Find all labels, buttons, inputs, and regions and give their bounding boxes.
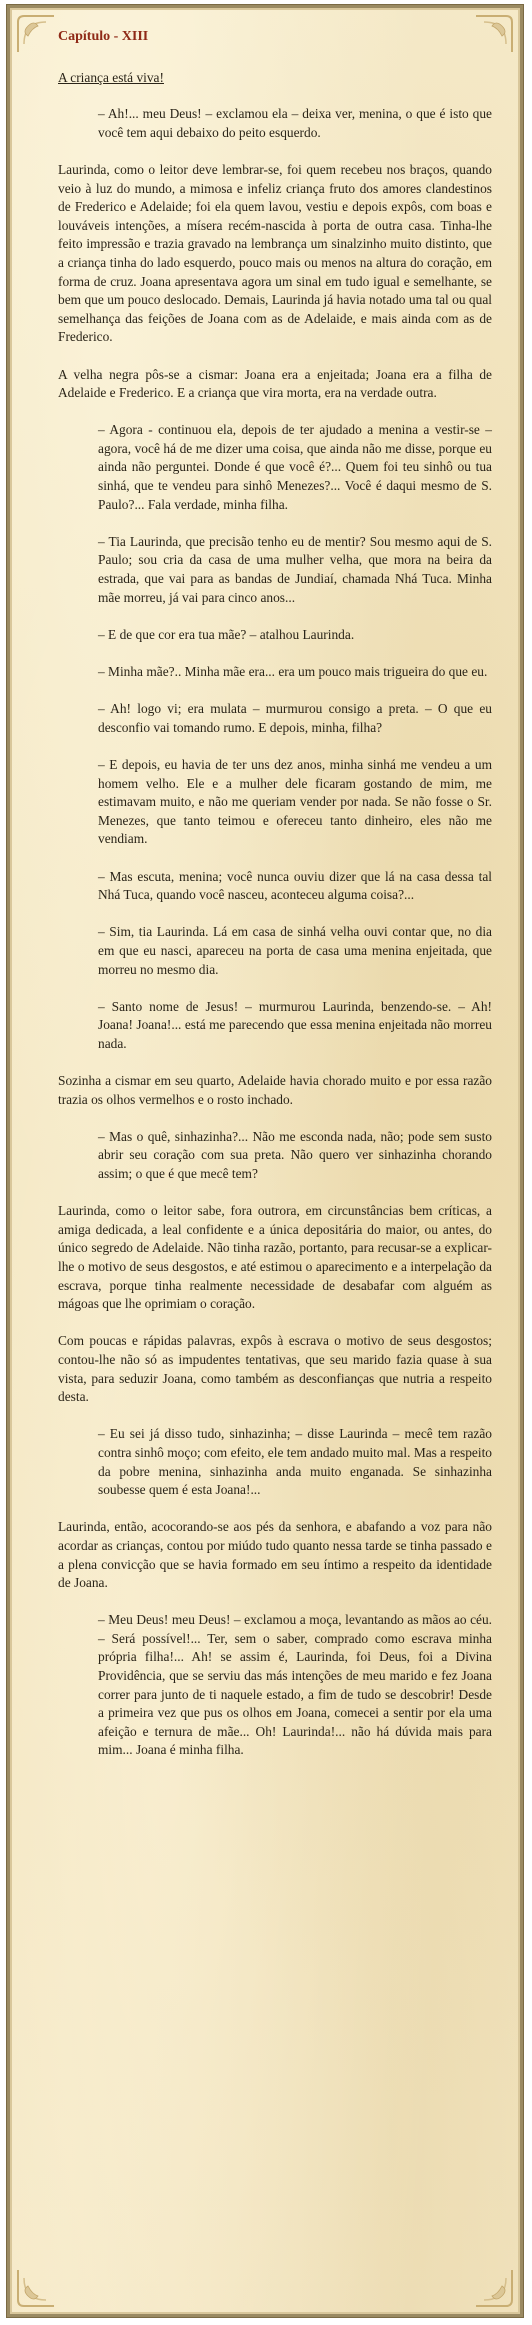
dialog-paragraph: – Tia Laurinda, que precisão tenho eu de mentir? Sou mesmo aqui de S. Paulo; sou cria da casa de uma mulher velha, que mora na beira da estrada, que vai para as bandas de Jundiaí, chamada Nhá Tuca. Minha mãe morreu, já vai para cinco anos... [98,533,492,605]
dialog-paragraph: – E de que cor era tua mãe? – atalhou Laurinda. [98,626,355,642]
chapter-subtitle: A criança está viva! [58,69,164,85]
dialog-paragraph: – Santo nome de Jesus! – murmurou Laurinda, benzendo-se. – Ah! Joana! Joana!... está me parecendo que essa menina enjeitada não morreu nada. [98,998,492,1051]
narrative-paragraph: A velha negra pôs-se a cismar: Joana era a enjeitada; Joana era a filha de Adelaide e Frederico. E a criança que vira morta, era na verdade outra. [58,366,492,401]
dialog-paragraph: – E depois, eu havia de ter uns dez anos, minha sinhá me vendeu a um homem velho. Ele e a mulher dele ficaram gostando de mim, me estimavam muito, e não me queriam vender por nada. Se não fosse o Sr. Menezes, que tanto teimou e ofereceu tanto dinheiro, eles não me vendiam. [98,756,492,847]
corner-ornament-icon [16,2268,56,2308]
corner-ornament-icon [16,14,56,54]
narrative-paragraph: Laurinda, como o leitor deve lembrar-se, foi quem recebeu nos braços, quando veio à luz do mundo, a mimosa e infeliz criança fruto dos amores clandestinos de Frederico e Adelaide; foi ela quem lavou, vestiu e depois expôs, com boas e louváveis intenções, a mísera recém-nascida à porta de outra casa. Tinha-lhe feito impressão e trazia gravado na lembrança um sinalzinho muito distinto, que a criança tinha do lado esquerdo, pouco mais ou menos na altura do coração, em forma de cruz. Joana apresentava agora um sinal em tudo igual e semelhante, se bem que um pouco deslocado. Demais, Laurinda já havia notado uma tal ou qual semelhança das feições de Joana com as de Adelaide, e mais ainda com as de Frederico. [58,161,492,345]
page-frame [6,4,524,2318]
dialog-paragraph: – Mas escuta, menina; você nunca ouviu dizer que lá na casa dessa tal Nhá Tuca, quando você nasceu, aconteceu alguma coisa?... [98,868,492,903]
dialog-paragraph: – Sim, tia Laurinda. Lá em casa de sinhá velha ouvi contar que, no dia em que eu nasci, apareceu na porta de casa uma menina enjeitada, que morreu no mesmo dia. [98,924,492,977]
narrative-paragraph: Laurinda, como o leitor sabe, fora outrora, em circunstâncias bem críticas, a amiga dedicada, a leal confidente e a única depositária do maior, ou antes, do único segredo de Adelaide. Não tinha razão, portanto, para recusar-se a explicar-lhe o motivo de seus desgostos, e até estimou o aparecimento e a interpelação da escrava, porque tinha realmente necessidade de desabafar com alguém as mágoas que lhe oprimiam o coração. [58,1203,492,1312]
dialog-paragraph: – Ah! logo vi; era mulata – murmurou consigo a preta. – O que eu desconfio vai tomando rumo. E depois, minha, filha? [98,701,492,735]
dialog-paragraph: – Ah!... meu Deus! – exclamou ela – deixa ver, menina, o que é isto que você tem aqui debaixo do peito esquerdo. [98,106,492,140]
chapter-text [58,28,492,1779]
narrative-paragraph: Com poucas e rápidas palavras, expôs à escrava o motivo de seus desgostos; contou-lhe não só as impudentes tentativas, que seu marido fazia quase à sua vista, para seduzir Joana, como também as desconfianças que nutria a respeito desta. [58,1333,492,1405]
narrative-paragraph: Sozinha a cismar em seu quarto, Adelaide havia chorado muito e por essa razão trazia os olhos vermelhos e o rosto inchado. [58,1073,492,1107]
narrative-paragraph: Laurinda, então, acocorando-se aos pés da senhora, e abafando a voz para não acordar as crianças, contou por miúdo tudo quanto nessa tarde se tinha passado e a plena convicção que se havia formado em seu íntimo a respeito da identidade de Joana. [58,1519,492,1591]
dialog-paragraph: – Meu Deus! meu Deus! – exclamou a moça, levantando as mãos ao céu. – Será possível!... Ter, sem o saber, comprado como escrava minha própria filha!... Ah! se assim é, Laurinda, foi Deus, foi a Divina Providência, que se serviu das más intenções de meu marido e fez Joana correr para junto de ti naquele estado, a fim de tudo se descobrir! Desde a primeira vez que pus os olhos em Joana, comecei a sentir por ela uma afeição e ternura de mãe... Oh! Laurinda!... não há dúvida mais para mim... Joana é minha filha. [98,1612,492,1758]
corner-ornament-icon [474,2268,514,2308]
dialog-paragraph: – Agora - continuou ela, depois de ter ajudado a menina a vestir-se – agora, você há de me dizer uma coisa, que ainda não me disse, porque eu ainda não perguntei. Donde é que você é?... Quem foi teu sinhô ou tua sinhá, que te vendeu para sinhô Menezes?... Você é daqui mesmo de S. Paulo?... Fala verdade, minha filha. [98,422,492,512]
dialog-paragraph: – Minha mãe?.. Minha mãe era... era um pouco mais trigueira do que eu. [98,664,488,679]
dialog-paragraph: – Mas o quê, sinhazinha?... Não me esconda nada, não; pode sem susto abrir seu coração com sua preta. Não quero ver sinhazinha chorando assim; o que é que mecê tem? [98,1128,492,1182]
dialog-paragraph: – Eu sei já disso tudo, sinhazinha; – disse Laurinda – mecê tem razão contra sinhô moço; com efeito, ele tem andado muito mal. Mas a respeito da pobre menina, sinhazinha anda muito enganada. Se sinhazinha soubesse quem é esta Joana!... [98,1426,492,1498]
parchment-panel [10,8,520,2314]
chapter-heading: Capítulo - XIII [58,29,149,44]
